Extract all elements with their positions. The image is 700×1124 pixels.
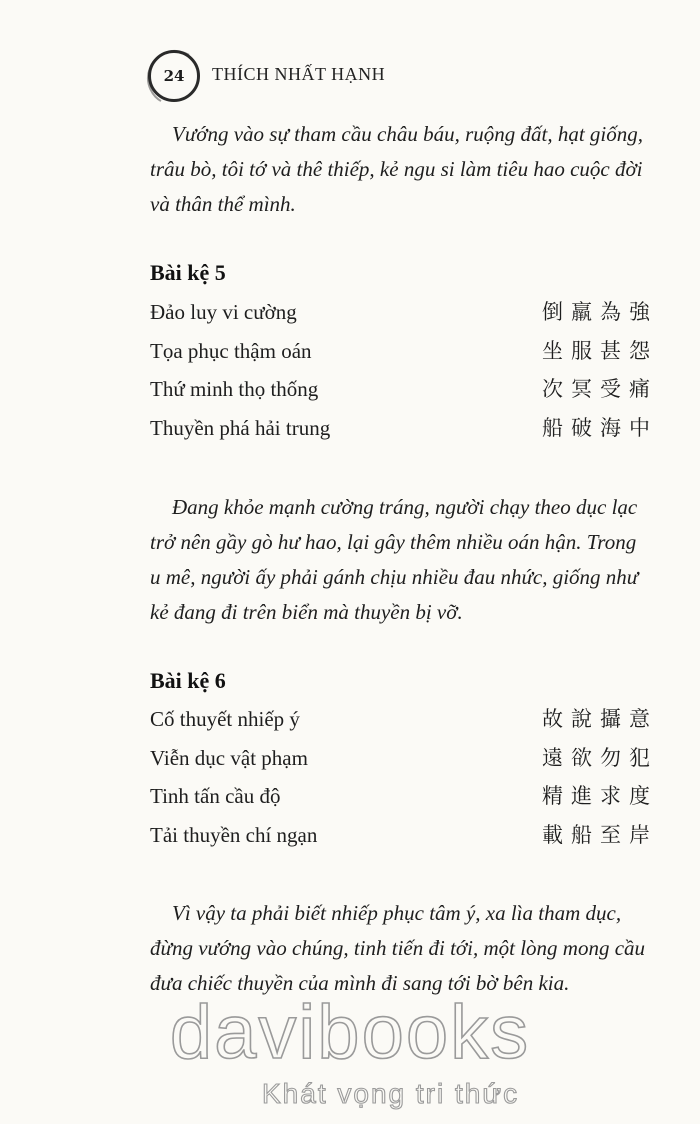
verse-line-vietnamese: Cố thuyết nhiếp ý bbox=[150, 707, 300, 731]
verse-line bbox=[150, 412, 658, 451]
verse-line-vietnamese: Thứ minh thọ thống bbox=[150, 377, 319, 401]
verse-line bbox=[150, 703, 658, 742]
running-head-author: THÍCH NHẤT HẠNH bbox=[212, 64, 386, 84]
verse-line-han: 故說攝意 bbox=[542, 707, 658, 731]
verse-line bbox=[150, 819, 658, 858]
verse-line-vietnamese: Tọa phục thậm oán bbox=[150, 338, 312, 363]
page-header bbox=[148, 48, 568, 108]
verse-line-vietnamese: Đảo luy vi cường bbox=[150, 300, 297, 324]
verse-line bbox=[150, 335, 658, 374]
verse-heading: Bài kệ 6 bbox=[150, 668, 226, 693]
verse-line-han: 坐服甚怨 bbox=[542, 338, 658, 363]
verse-line-han: 載船至岸 bbox=[542, 822, 658, 847]
page-number: 24 bbox=[163, 67, 185, 85]
page-number-badge bbox=[148, 50, 200, 102]
verse-line-vietnamese: Thuyền phá hải trung bbox=[150, 415, 331, 440]
verse-line-han: 次冥受痛 bbox=[542, 377, 658, 401]
verse-line bbox=[150, 780, 658, 819]
verse-line bbox=[150, 742, 658, 781]
watermark-tagline: Khát vọng tri thức bbox=[262, 1078, 520, 1109]
verse-line-han: 精進求度 bbox=[542, 784, 658, 808]
verse-block bbox=[150, 703, 658, 857]
verse-line-han: 船破海中 bbox=[542, 415, 658, 440]
verse-line-han: 倒羸為強 bbox=[542, 300, 658, 324]
commentary-paragraph: Đang khỏe mạnh cường tráng, người chạy theo dục lạc trở nên gầy gò hư hao, lại gây thêm nhiều oán hận. Trong u mê, người ấy phải gánh chịu nhiều đau nhức, giống như kẻ đang đi trên biển mà thuyền bị vỡ. bbox=[150, 495, 639, 624]
commentary-paragraph: Vì vậy ta phải biết nhiếp phục tâm ý, xa lìa tham dục, đừng vướng vào chúng, tinh tiến đi tới, một lòng mong cầu đưa chiếc thuyền của mình đi sang tới bờ bên kia. bbox=[150, 901, 646, 995]
verse-heading: Bài kệ 5 bbox=[150, 260, 226, 285]
watermark-brand: davibooks bbox=[169, 990, 531, 1075]
commentary-paragraph: Vướng vào sự tham cầu châu báu, ruộng đất, hạt giống, trâu bò, tôi tớ và thê thiếp, kẻ ngu si làm tiêu hao cuộc đời và thân thể mình. bbox=[150, 122, 644, 216]
verse-line bbox=[150, 373, 658, 412]
verse-line-vietnamese: Viễn dục vật phạm bbox=[150, 745, 308, 770]
verse-line-han: 遠欲勿犯 bbox=[542, 745, 658, 770]
verse-block bbox=[150, 296, 658, 450]
verse-line bbox=[150, 296, 658, 335]
verse-line-vietnamese: Tinh tấn cầu độ bbox=[150, 784, 281, 808]
verse-line-vietnamese: Tải thuyền chí ngạn bbox=[150, 822, 318, 847]
